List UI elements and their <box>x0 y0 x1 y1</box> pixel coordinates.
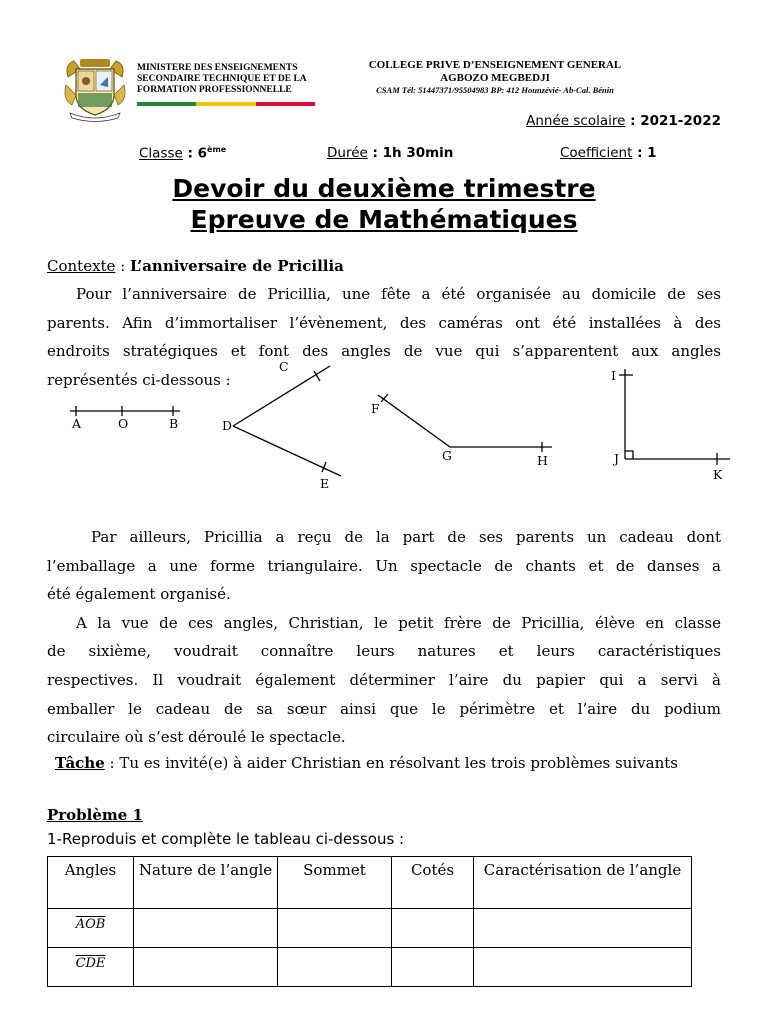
coefficient-label: Coefficient <box>560 145 633 161</box>
question-1: 1-Reproduis et complète le tableau ci-dessous : <box>47 830 405 848</box>
nature-cell[interactable] <box>134 948 278 987</box>
title-line: Epreuve de Mathématiques <box>190 205 578 234</box>
duration-label: Durée <box>327 145 368 161</box>
label-d: D <box>222 418 233 433</box>
angles-table <box>47 856 692 987</box>
class-value: : 6 <box>182 145 208 162</box>
label-a: A <box>72 416 82 431</box>
angle-fgh-figure <box>378 394 552 452</box>
context-sep: : <box>115 257 131 275</box>
angle-figures <box>0 355 768 495</box>
label-g: G <box>442 448 452 463</box>
sommet-cell[interactable] <box>278 948 392 987</box>
coat-of-arms-logo <box>60 55 130 123</box>
coefficient-info <box>560 145 657 161</box>
task-text: : Tu es invité(e) à aider Christian en résolvant les trois problèmes suivants <box>104 754 678 772</box>
college-name <box>345 59 645 85</box>
label-c: C <box>279 359 289 374</box>
angle-aob-figure <box>70 406 180 416</box>
label-k: K <box>713 467 723 482</box>
school-year <box>526 113 721 129</box>
class-label: Classe <box>139 145 183 162</box>
school-year-label: Année scolaire <box>526 113 626 129</box>
label-i: I <box>611 368 616 383</box>
cotes-cell[interactable] <box>392 909 474 948</box>
college-contact: CSAM Tél: 51447371/95504983 BP: 412 Hounzévié- Ab-Cal. Bénin <box>376 85 614 95</box>
page-title <box>0 173 768 235</box>
paragraph-line: l’emballage a une forme triangulaire. Un spectacle de chants et de danses a <box>47 556 721 575</box>
sommet-cell[interactable] <box>278 909 392 948</box>
caracterisation-cell[interactable] <box>474 909 692 948</box>
paragraph-line: respectives. Il voudrait également déterminer l’aire du papier qui a servi à <box>47 670 721 689</box>
coefficient-value: : 1 <box>632 145 657 161</box>
header-sommet: Sommet <box>278 857 392 909</box>
nature-cell[interactable] <box>134 909 278 948</box>
context-label: Contexte <box>47 257 116 275</box>
class-info <box>139 145 226 162</box>
college-line: AGBOZO MEGBEDJI <box>440 72 550 84</box>
title-line: Devoir du deuxième trimestre <box>172 174 596 203</box>
caracterisation-cell[interactable] <box>474 948 692 987</box>
label-o: O <box>118 416 129 431</box>
right-angle-mark <box>625 451 633 459</box>
flag-color-bar <box>137 102 315 106</box>
ministry-line: SECONDAIRE TECHNIQUE ET DE LA <box>137 74 307 84</box>
label-b: B <box>169 416 179 431</box>
angle-name: $\overline{CDE}$ <box>75 956 106 971</box>
context-title: L’anniversaire de Pricillia <box>130 257 344 275</box>
header-cotes: Cotés <box>392 857 474 909</box>
cotes-cell[interactable] <box>392 948 474 987</box>
paragraph-line: emballer le cadeau de sa sœur ainsi que le périmètre et l’aire du podium <box>47 699 721 718</box>
header-angles: Angles <box>48 857 134 909</box>
ministry-line: MINISTERE DES ENSEIGNEMENTS <box>137 63 298 73</box>
label-e: E <box>320 476 330 491</box>
college-line: COLLEGE PRIVE D’ENSEIGNEMENT GENERAL <box>368 59 622 71</box>
story-paragraph <box>47 523 721 752</box>
label-j: J <box>614 451 620 466</box>
task-statement <box>47 755 721 772</box>
paragraph-line: représentés ci-dessous : <box>47 370 231 389</box>
school-year-value: : 2021-2022 <box>625 113 721 129</box>
duration-info <box>327 145 453 161</box>
flag-yellow-stripe <box>196 102 255 106</box>
problem-label: Problème 1 <box>47 806 143 824</box>
ministry-name <box>137 63 307 96</box>
problem-heading <box>47 806 143 824</box>
angle-cell <box>48 909 134 948</box>
table-row <box>48 909 692 948</box>
ray-gf <box>378 395 450 447</box>
angle-cell <box>48 948 134 987</box>
paragraph-line: A la vue de ces angles, Christian, le petit frère de Pricillia, élève en classe <box>76 613 721 632</box>
flag-red-stripe <box>256 102 315 106</box>
label-h: H <box>537 453 548 468</box>
paragraph-line: circulaire où s’est déroulé le spectacle. <box>47 728 346 747</box>
class-sup: ème <box>207 145 227 154</box>
paragraph-line: Pour l’anniversaire de Pricillia, une fête a été organisée au domicile de ses <box>76 285 721 303</box>
angle-name: $\overline{AOB}$ <box>75 917 106 932</box>
angle-ijk-figure <box>619 369 730 465</box>
paragraph-line: de sixième, voudrait connaître leurs natures et leurs caractéristiques <box>47 642 721 661</box>
paragraph-line: parents. Afin d’immortaliser l’évènement, des caméras ont été installées à des <box>47 313 721 332</box>
paragraph-line: Par ailleurs, Pricillia a reçu de la part de ses parents un cadeau dont <box>91 528 721 546</box>
header-caracterisation: Caractérisation de l’angle <box>474 857 692 909</box>
context-heading <box>47 257 344 275</box>
ministry-line: FORMATION PROFESSIONNELLE <box>137 85 292 95</box>
header-nature: Nature de l’angle <box>134 857 278 909</box>
table-header-row <box>48 857 692 909</box>
ray-de <box>233 426 341 476</box>
task-label: Tâche <box>55 754 105 772</box>
angle-cde-figure <box>233 366 341 476</box>
ray-dc <box>233 366 330 426</box>
paragraph-line: endroits stratégiques et font des angles de vue qui s’apparentent aux angles <box>47 342 721 361</box>
table-row <box>48 948 692 987</box>
flag-green-stripe <box>137 102 196 106</box>
label-f: F <box>371 401 380 416</box>
paragraph-line: été également organisé. <box>47 585 231 604</box>
duration-value: : 1h 30min <box>367 145 454 161</box>
